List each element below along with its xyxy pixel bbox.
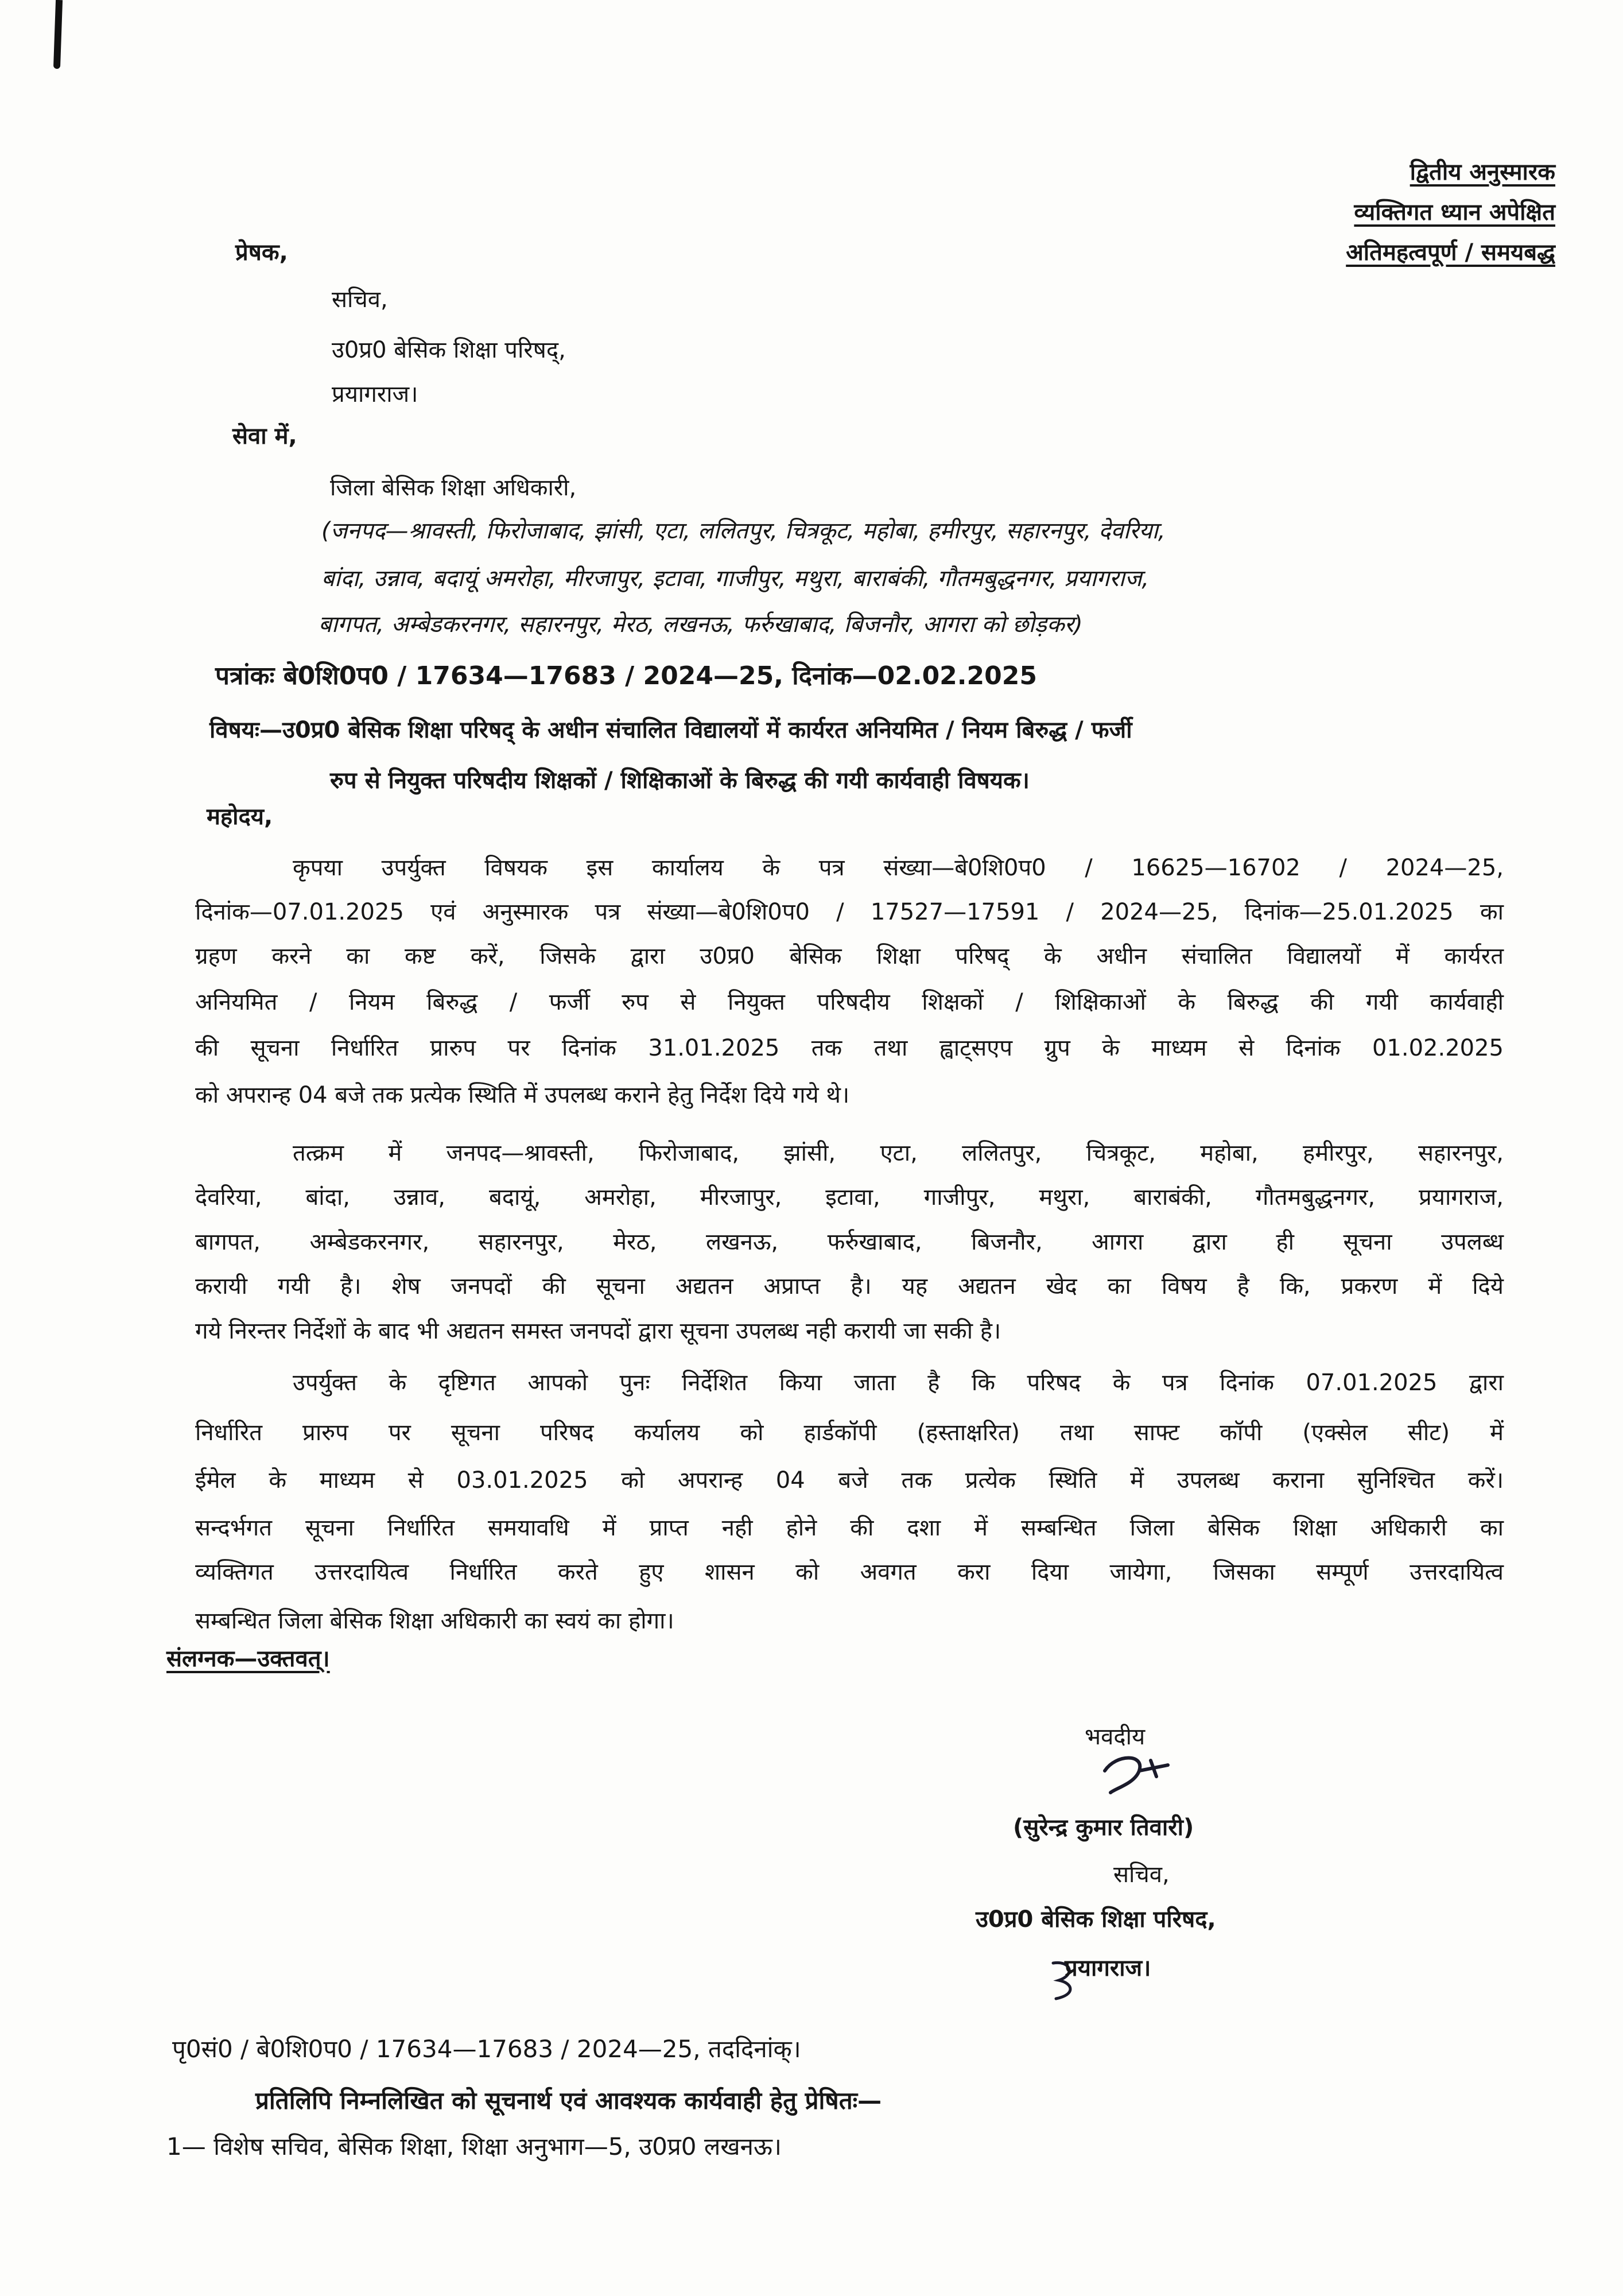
recipient-label: सेवा में, bbox=[232, 423, 297, 449]
endorsement-reference: पृ0सं0 / बे0शि0प0 / 17634—17683 / 2024—25, तददिनांक्। bbox=[172, 2035, 801, 2063]
subject-line-2: रुप से नियुक्त परिषदीय शिक्षकों / शिक्षिकाओं के बिरुद्ध की गयी कार्यवाही विषयक। bbox=[330, 767, 1030, 794]
para1-line: की सूचना निर्धारित प्रारुप पर दिनांक 31.01.2025 तक तथा ह्वाट्सएप ग्रुप के माध्यम से दिनांक 01.02.2025 bbox=[195, 1035, 1504, 1061]
para3-line: निर्धारित प्रारुप पर सूचना परिषद कर्यालय को हार्डकॉपी (हस्ताक्षरित) तथा साफ्ट कॉपी (एक्सेल सीट) में bbox=[195, 1420, 1504, 1446]
para3-line: सन्दर्भगत सूचना निर्धारित समयावधि में प्राप्त नही होने की दशा में सम्बन्धित जिला बेसिक शिक्षा अधिकारी का bbox=[195, 1515, 1504, 1541]
para1-line: कृपया उपर्युक्त विषयक इस कार्यालय के पत्र संख्या—बे0शि0प0 / 16625—16702 / 2024—25, bbox=[293, 855, 1504, 881]
scan-edge-mark bbox=[53, 0, 63, 69]
sender-designation: सचिव, bbox=[332, 286, 388, 313]
letter-number-label: पत्रांकः bbox=[215, 661, 275, 691]
priority-label: अतिमहत्वपूर्ण / समयबद्ध bbox=[1346, 239, 1555, 266]
para1-line: अनियमित / नियम बिरुद्ध / फर्जी रुप से नियुक्त परिषदीय शिक्षकों / शिक्षिकाओं के बिरुद्ध की गयी कार्यवाही bbox=[195, 989, 1504, 1015]
copy-recipient-1: 1— विशेष सचिव, बेसिक शिक्षा, शिक्षा अनुभाग—5, उ0प्र0 लखनऊ। bbox=[166, 2132, 782, 2161]
sender-label: प्रेषक, bbox=[235, 239, 288, 266]
letter-number-value: बे0शि0प0 / 17634—17683 / 2024—25, दिनांक—02.02.2025 bbox=[283, 661, 1037, 691]
para3-line: ईमेल के माध्यम से 03.01.2025 को अपरान्ह 04 बजे तक प्रत्येक स्थिति में उपलब्ध कराना सुनिश्चित करें। bbox=[195, 1467, 1504, 1494]
letter-number bbox=[215, 659, 1037, 693]
signatory-name: (सुरेन्द्र कुमार तिवारी) bbox=[1013, 1814, 1194, 1841]
para1-line: को अपरान्ह 04 बजे तक प्रत्येक स्थिति में उपलब्ध कराने हेतु निर्देश दिये गये थे। bbox=[195, 1082, 850, 1108]
para1-line: दिनांक—07.01.2025 एवं अनुस्मारक पत्र संख्या—बे0शि0प0 / 17527—17591 / 2024—25, दिनांक—25.01.2025 का bbox=[195, 899, 1504, 925]
closing: भवदीय bbox=[1085, 1724, 1146, 1750]
para1-line: ग्रहण करने का कष्ट करें, जिसके द्वारा उ0प्र0 बेसिक शिक्षा परिषद् के अधीन संचालित विद्यालयों में कार्यरत bbox=[195, 943, 1504, 969]
para3-line: व्यक्तिगत उत्तरदायित्व निर्धारित करते हुए शासन को अवगत करा दिया जायेगा, जिसका सम्पूर्ण उत्तरदायित्व bbox=[195, 1559, 1504, 1585]
para2-line: देवरिया, बांदा, उन्नाव, बदायूं, अमरोहा, मीरजापुर, इटावा, गाजीपुर, मथुरा, बाराबंकी, गौतमबुद्धनगर, प्रयागराज, bbox=[195, 1184, 1504, 1211]
priority-header bbox=[1234, 152, 1555, 273]
attention-label: व्यक्तिगत ध्यान अपेक्षित bbox=[1354, 199, 1555, 226]
signatory-place: प्रयागराज। bbox=[1065, 1955, 1151, 1981]
salutation: महोदय, bbox=[207, 804, 273, 830]
para2-line: बागपत, अम्बेडकरनगर, सहारनपुर, मेरठ, लखनऊ, फर्रुखाबाद, बिजनौर, आगरा द्वारा ही सूचना उपलब्ध bbox=[195, 1229, 1504, 1255]
para2-line: तत्क्रम में जनपद—श्रावस्ती, फिरोजाबाद, झांसी, एटा, ललितपुर, चित्रकूट, महोबा, हमीरपुर, सहारनपुर, bbox=[293, 1140, 1504, 1166]
subject-line-1: विषयः—उ0प्र0 बेसिक शिक्षा परिषद् के अधीन संचालित विद्यालयों में कार्यरत अनियमित / नियम बिरुद्ध / फर्जी bbox=[209, 717, 1132, 743]
para3-line: उपर्युक्त के दृष्टिगत आपको पुनः निर्देशित किया जाता है कि परिषद के पत्र दिनांक 07.01.2025 द्वारा bbox=[293, 1370, 1504, 1396]
signature-mark bbox=[1082, 1748, 1197, 1799]
signatory-office: उ0प्र0 बेसिक शिक्षा परिषद, bbox=[976, 1906, 1216, 1933]
para2-line: गये निरन्तर निर्देशों के बाद भी अद्यतन समस्त जनपदों द्वारा सूचना उपलब्ध नही करायी जा सकी है। bbox=[195, 1318, 1001, 1344]
enclosure-note: संलग्नक—उक्तवत्। bbox=[166, 1646, 330, 1672]
sender-office: उ0प्र0 बेसिक शिक्षा परिषद्, bbox=[332, 337, 566, 363]
district-line-3: बागपत, अम्बेडकरनगर, सहारनपुर, मेरठ, लखनऊ, फर्रुखाबाद, बिजनौर, आगरा को छोड़कर) bbox=[319, 611, 1083, 638]
reminder-label: द्वितीय अनुस्मारक bbox=[1410, 159, 1555, 185]
sender-place: प्रयागराज। bbox=[332, 381, 418, 408]
district-line-2: बांदा, उन्नाव, बदायूं अमरोहा, मीरजापुर, इटावा, गाजीपुर, मथुरा, बाराबंकी, गौतमबुद्धनगर, प्रयागराज, bbox=[321, 565, 1150, 592]
recipient-title: जिला बेसिक शिक्षा अधिकारी, bbox=[330, 475, 577, 501]
copy-to-label: प्रतिलिपि निम्नलिखित को सूचनार्थ एवं आवश्यक कार्यवाही हेतु प्रेषितः— bbox=[255, 2086, 882, 2115]
para2-line: करायी गयी है। शेष जनपदों की सूचना अद्यतन अप्राप्त है। यह अद्यतन खेद का विषय है कि, प्रकरण में दिये bbox=[195, 1273, 1504, 1300]
signatory-designation: सचिव, bbox=[1113, 1861, 1170, 1888]
para3-line: सम्बन्धित जिला बेसिक शिक्षा अधिकारी का स्वयं का होगा। bbox=[195, 1608, 674, 1634]
district-line-1: (जनपद—श्रावस्ती, फिरोजाबाद, झांसी, एटा, ललितपुर, चित्रकूट, महोबा, हमीरपुर, सहारनपुर, देवरिया, bbox=[321, 518, 1166, 544]
